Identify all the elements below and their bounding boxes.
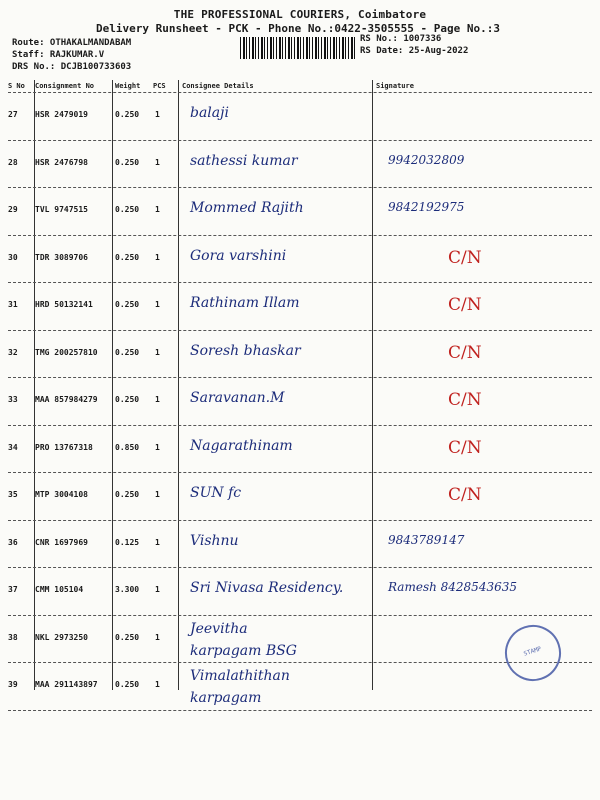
consignment-number: MAA 291143897 [35, 680, 98, 689]
consignment-number: PRO 13767318 [35, 442, 93, 452]
pcs-value: 1 [155, 252, 160, 262]
runsheet-header [0, 0, 600, 90]
courier-stamp: STAMP [498, 618, 569, 689]
serial-number: 38 [8, 632, 18, 642]
weight-value: 0.850 [115, 442, 140, 452]
consignee-name: Mommed Rajith [190, 200, 304, 216]
consignee-name: Rathinam Illam [190, 295, 300, 311]
col-signature: Signature [376, 82, 414, 90]
weight-value: 0.250 [115, 632, 140, 642]
pcs-value: 1 [155, 110, 160, 119]
table-row [8, 426, 592, 474]
table-row [8, 473, 592, 521]
col-weight: Weight [115, 82, 141, 90]
consignment-number: MAA 857984279 [35, 395, 98, 404]
weight-value: 0.250 [115, 680, 140, 689]
pcs-value: 1 [155, 585, 160, 594]
col-sno: S No [8, 82, 25, 90]
table-row [8, 521, 592, 569]
weight-value: 0.250 [115, 347, 140, 357]
status-mark: C/N [448, 485, 482, 505]
pcs-value: 1 [155, 395, 160, 404]
table-row [8, 378, 592, 426]
pcs-value: 1 [155, 490, 160, 499]
consignment-number: HSR 2476798 [35, 157, 88, 167]
serial-number: 30 [8, 252, 18, 262]
table-row [8, 331, 592, 379]
consignment-number: HSR 2479019 [35, 110, 88, 119]
rs-number: RS No.: 1007336 [360, 34, 442, 44]
consignment-number: MTP 3004108 [35, 490, 88, 499]
consignment-table [8, 92, 592, 711]
signature-text: Ramesh 8428543635 [388, 580, 517, 594]
consignment-number: NKL 2973250 [35, 632, 88, 642]
serial-number: 35 [8, 490, 18, 499]
runsheet-title: Delivery Runsheet - PCK - Phone No.:0422-3505555 - Page No.:3 [96, 22, 500, 35]
serial-number: 32 [8, 347, 18, 357]
consignee-name: Soresh bhaskar [190, 342, 301, 359]
table-header [8, 80, 592, 92]
rs-date: RS Date: 25-Aug-2022 [360, 46, 469, 56]
drs-number: DRS No.: DCJB100733603 [12, 62, 132, 72]
serial-number: 37 [8, 585, 18, 594]
col-consignee: Consignee Details [182, 82, 254, 90]
pcs-value: 1 [155, 300, 160, 309]
table-row [8, 141, 592, 189]
pcs-value: 1 [155, 680, 160, 689]
weight-value: 0.250 [115, 395, 140, 404]
pcs-value: 1 [155, 347, 160, 357]
status-mark: C/N [448, 295, 482, 315]
pcs-value: 1 [155, 537, 160, 547]
table-row [8, 92, 592, 141]
serial-number: 29 [8, 205, 18, 214]
serial-number: 33 [8, 395, 18, 404]
status-mark: C/N [448, 342, 482, 363]
status-mark: C/N [448, 437, 482, 458]
table-row [8, 188, 592, 236]
col-consignment: Consignment No [35, 82, 95, 90]
pcs-value: 1 [155, 632, 160, 642]
table-row [8, 236, 592, 284]
weight-value: 0.250 [115, 157, 140, 167]
weight-value: 0.250 [115, 110, 140, 119]
pcs-value: 1 [155, 157, 160, 167]
serial-number: 36 [8, 537, 18, 547]
consignee-name: Sri Nivasa Residency. [190, 580, 344, 596]
route-label: Route: OTHAKALMANDABAM [12, 38, 132, 48]
table-row [8, 283, 592, 331]
weight-value: 0.250 [115, 300, 140, 309]
consignee-name: balaji [190, 105, 229, 121]
status-mark: C/N [448, 247, 482, 268]
signature-text: 9842192975 [388, 200, 465, 214]
status-mark: C/N [448, 390, 482, 410]
consignment-number: CNR 1697969 [35, 537, 88, 547]
consignment-number: TDR 3089706 [35, 252, 88, 262]
pcs-value: 1 [155, 205, 160, 214]
consignee-name: Jeevitha karpagam BSG [190, 620, 297, 659]
company-name: THE PROFESSIONAL COURIERS, Coimbatore [173, 8, 427, 21]
consignee-name: Saravanan.M [190, 390, 285, 406]
table-row [8, 663, 592, 711]
consignment-number: HRD 50132141 [35, 300, 93, 309]
pcs-value: 1 [155, 442, 160, 452]
signature-text: 9843789147 [388, 532, 465, 547]
weight-value: 3.300 [115, 585, 140, 594]
barcode [240, 37, 356, 59]
consignee-name: SUN fc [190, 485, 242, 501]
serial-number: 31 [8, 300, 18, 309]
weight-value: 0.125 [115, 537, 140, 547]
consignment-number: TVL 9747515 [35, 205, 88, 214]
col-pcs: PCS [153, 82, 166, 90]
consignee-name: Vimalathithan karpagam [190, 668, 290, 706]
weight-value: 0.250 [115, 252, 140, 262]
serial-number: 27 [8, 110, 18, 119]
signature-text: 9942032809 [388, 152, 465, 167]
consignee-name: Nagarathinam [190, 437, 293, 454]
serial-number: 28 [8, 157, 18, 167]
staff-label: Staff: RAJKUMAR.V [12, 50, 105, 60]
serial-number: 34 [8, 442, 18, 452]
weight-value: 0.250 [115, 205, 140, 214]
consignment-number: CMM 105104 [35, 585, 84, 594]
consignee-name: Gora varshini [190, 247, 287, 264]
serial-number: 39 [8, 680, 18, 689]
table-row [8, 568, 592, 616]
consignee-name: Vishnu [190, 532, 239, 549]
consignment-number: TMG 200257810 [35, 347, 98, 357]
consignee-name: sathessi kumar [190, 152, 298, 169]
weight-value: 0.250 [115, 490, 140, 499]
